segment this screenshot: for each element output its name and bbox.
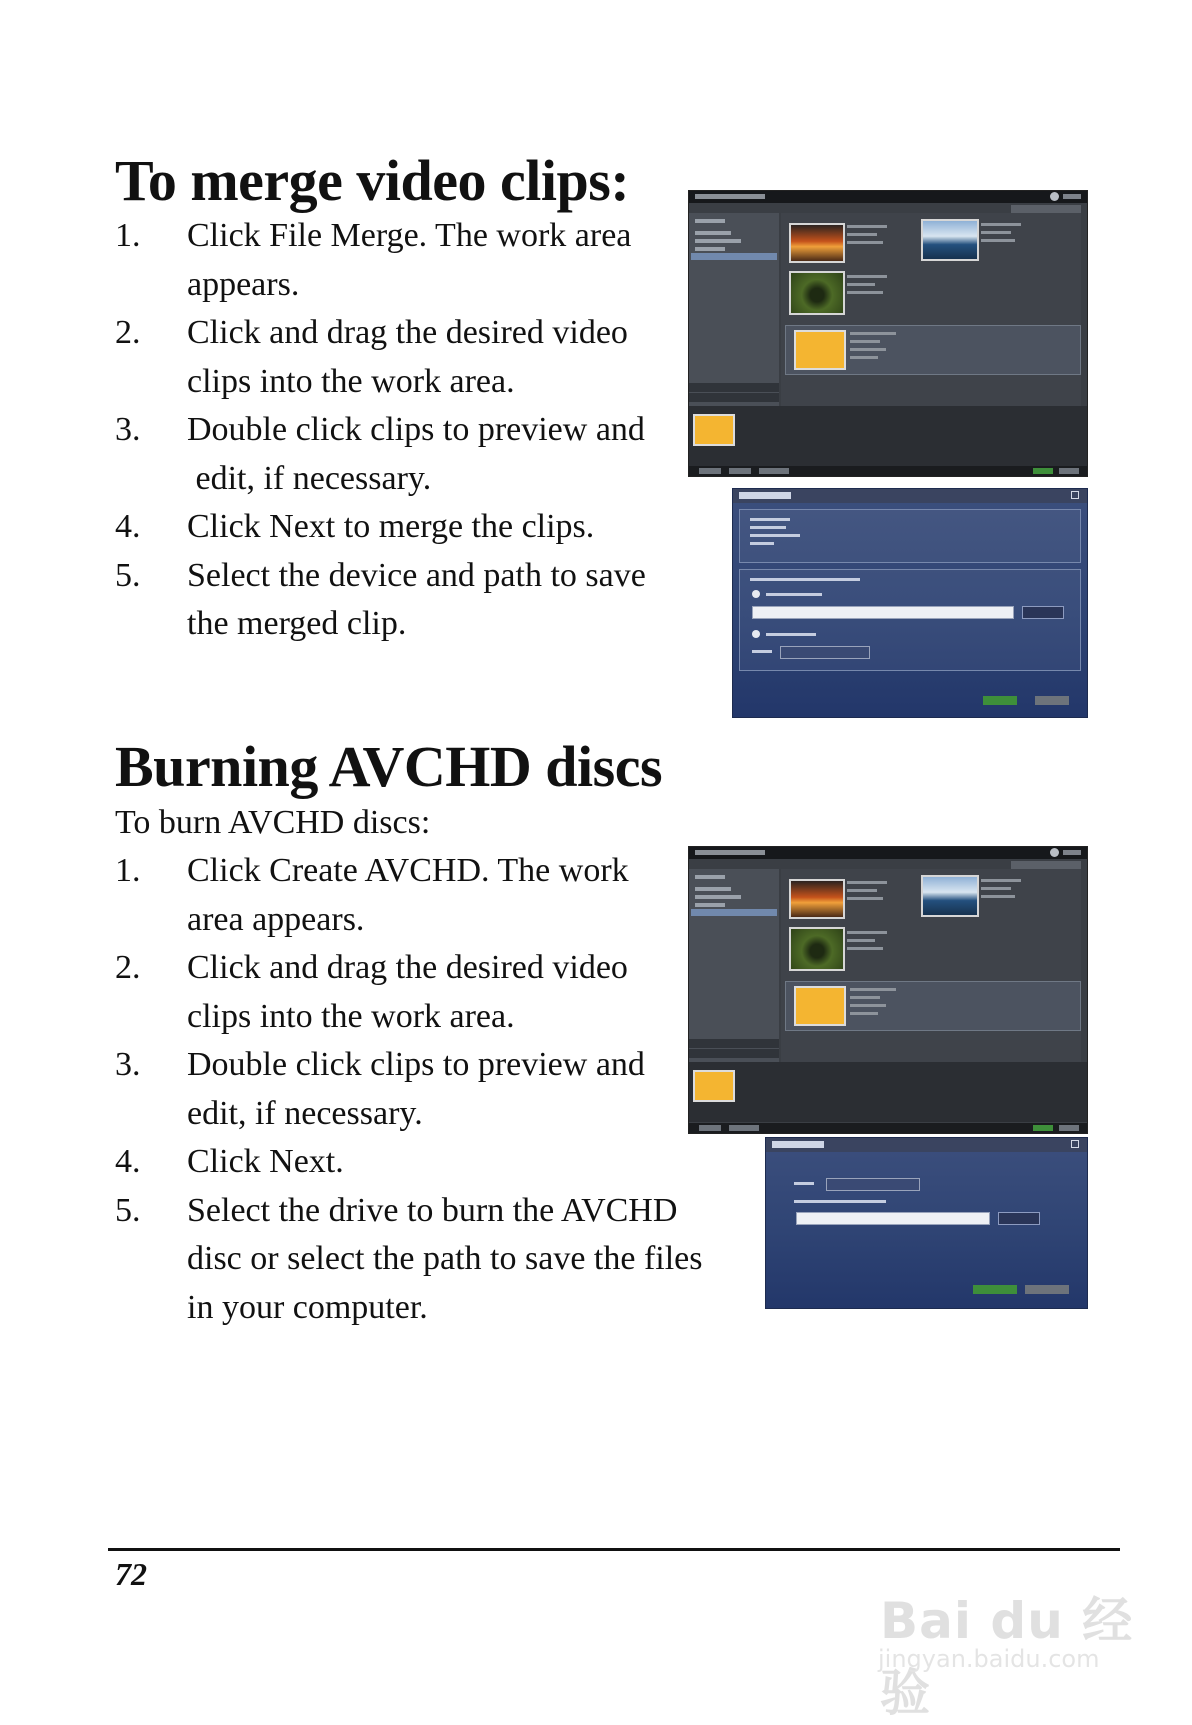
section-heading-avchd: Burning AVCHD discs	[115, 734, 663, 799]
app-content-area	[781, 869, 1081, 1063]
step-text-line: clips into the work area.	[187, 997, 515, 1035]
video-thumbnail-animal	[789, 927, 845, 971]
step-text-line: Double click clips to preview and	[187, 1046, 645, 1083]
create-avchd-dialog-titlebar	[766, 1138, 1087, 1152]
step-number: 1.	[115, 217, 141, 254]
destination-path-field	[796, 1212, 990, 1225]
avchd-strip	[689, 1062, 1087, 1122]
close-icon	[1071, 1140, 1079, 1148]
avchd-intro-text: To burn AVCHD discs:	[115, 804, 431, 841]
avchd-steps-list	[115, 847, 703, 1332]
merge-steps-list	[115, 212, 646, 649]
step-item	[115, 212, 646, 309]
step-text-line: area appears.	[187, 900, 365, 938]
drive-select	[826, 1178, 920, 1191]
avchd-clip-yellow	[794, 986, 846, 1026]
video-thumbnail-sunset	[789, 879, 845, 919]
app-sidebar	[689, 213, 779, 406]
step-number: 2.	[115, 949, 141, 986]
step-text-line: edit, if necessary.	[187, 1094, 423, 1132]
app-content-area	[781, 213, 1081, 406]
drive-select	[780, 646, 870, 659]
step-item	[115, 406, 646, 503]
baidu-watermark	[870, 1545, 1170, 1722]
file-merge-dialog-screenshot	[732, 488, 1088, 718]
destination-path-panel	[739, 569, 1081, 671]
step-item	[115, 847, 703, 944]
step-item	[115, 944, 703, 1041]
step-number: 5.	[115, 1191, 141, 1229]
step-text-line: disc or select the path to save the files	[187, 1240, 703, 1277]
app-sidebar	[689, 869, 779, 1063]
step-item	[115, 552, 646, 649]
step-text-line: Double click clips to preview and	[187, 411, 645, 448]
step-text-line: Click Next to merge the clips.	[187, 508, 595, 545]
destination-path-field	[752, 606, 1014, 619]
step-text-line: Click and drag the desired video	[187, 314, 628, 351]
step-number: 3.	[115, 1046, 141, 1083]
step-number: 3.	[115, 411, 141, 448]
merge-work-area	[785, 325, 1081, 375]
step-item	[115, 309, 646, 406]
help-icon	[1050, 848, 1059, 857]
dialog-cancel-button	[1035, 696, 1069, 705]
step-text-line: appears.	[187, 265, 300, 303]
watermark-url: jingyan.baidu.com	[878, 1645, 1100, 1673]
step-number: 2.	[115, 314, 141, 351]
file-merge-dialog-titlebar	[733, 489, 1087, 503]
step-text-line: Select the drive to burn the AVCHD	[187, 1191, 678, 1229]
watermark-brand: Bai du 经验	[880, 1592, 1134, 1722]
step-text-line: in your computer.	[187, 1288, 428, 1326]
close-icon	[1071, 491, 1079, 499]
help-icon	[1050, 192, 1059, 201]
step-number: 1.	[115, 852, 141, 889]
video-thumbnail-sunset	[789, 223, 845, 263]
file-merge-strip	[689, 406, 1087, 466]
step-item	[115, 503, 646, 552]
step-item	[115, 1187, 703, 1333]
video-thumbnail-animal	[789, 271, 845, 315]
file-merge-window-screenshot	[688, 190, 1088, 477]
app-bottom-bar	[689, 466, 1087, 476]
page-number: 72	[115, 1556, 147, 1592]
step-text-line: Click Create AVCHD. The work	[187, 852, 629, 889]
search-field	[1011, 861, 1081, 869]
app-titlebar	[689, 847, 1087, 859]
dialog-title	[739, 492, 791, 499]
step-text-line: Click Next.	[187, 1143, 344, 1180]
avchd-work-area	[785, 981, 1081, 1031]
step-text-line: the merged clip.	[187, 605, 407, 642]
browse-button	[1022, 606, 1064, 619]
app-titlebar	[689, 191, 1087, 203]
video-thumbnail-lake	[921, 875, 979, 917]
merge-clip-yellow	[794, 330, 846, 370]
step-number: 5.	[115, 556, 141, 594]
app-bottom-bar	[689, 1123, 1087, 1133]
dialog-ok-button	[973, 1285, 1017, 1294]
section-heading-merge: To merge video clips:	[115, 148, 630, 213]
step-number: 4.	[115, 508, 141, 545]
step-item	[115, 1138, 703, 1187]
step-text-line: Click and drag the desired video	[187, 949, 628, 986]
video-thumbnail-lake	[921, 219, 979, 261]
export-settings-panel	[739, 509, 1081, 563]
dialog-title	[772, 1141, 824, 1148]
browse-button	[998, 1212, 1040, 1225]
step-number: 4.	[115, 1143, 141, 1180]
dialog-next-button	[983, 696, 1017, 705]
search-field	[1011, 205, 1081, 213]
step-text-line: Select the device and path to save	[187, 556, 646, 594]
create-avchd-window-screenshot	[688, 846, 1088, 1134]
step-text-line: edit, if necessary.	[187, 459, 432, 497]
dialog-cancel-button	[1025, 1285, 1069, 1294]
step-text-line: Click File Merge. The work area	[187, 217, 632, 254]
step-item	[115, 1041, 703, 1138]
create-avchd-dialog-screenshot	[765, 1137, 1088, 1309]
step-text-line: clips into the work area.	[187, 362, 515, 400]
